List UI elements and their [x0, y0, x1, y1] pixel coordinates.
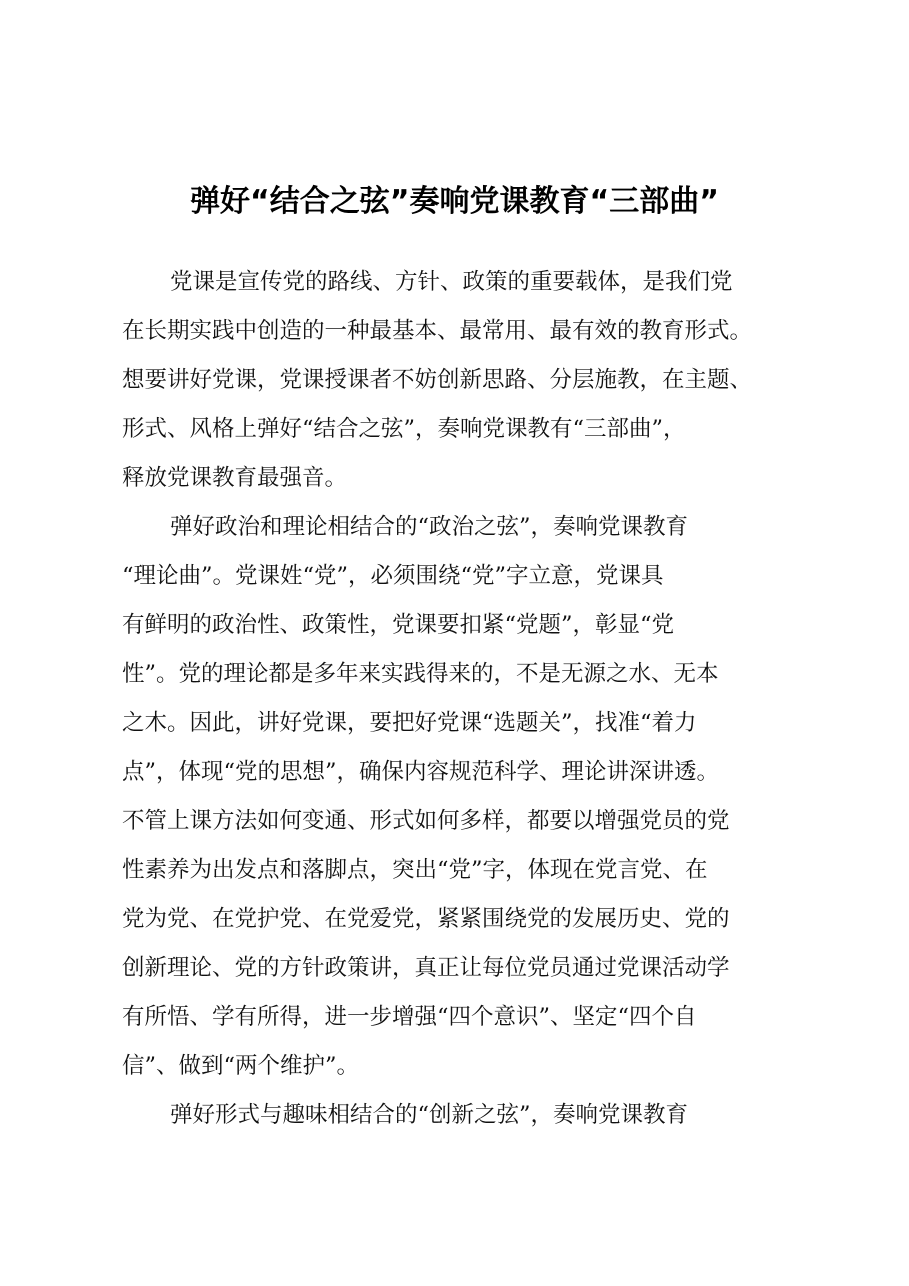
paragraph-3 — [122, 1091, 822, 1140]
paragraph-line: 释放党课教育最强音。 — [122, 465, 348, 491]
paragraph-line: “理论曲”。党课姓“党”，必须围绕“党”字立意，党课具 — [122, 563, 664, 589]
paragraph-line: 性素养为出发点和落脚点，突出“党”字，体现在党言党、在 — [122, 857, 708, 883]
paragraph-line: 不管上课方法如何变通、形式如何多样，都要以增强党员的党 — [122, 808, 730, 834]
paragraph-line: 信”、做到“两个维护”。 — [122, 1053, 360, 1079]
paragraph-line: 党课是宣传党的路线、方针、政策的重要载体，是我们党 — [170, 269, 733, 295]
paragraph-line: 性”。党的理论都是多年来实践得来的，不是无源之水、无本 — [122, 661, 719, 687]
paragraph-line: 想要讲好党课，党课授课者不妨创新思路、分层施教，在主题、 — [122, 367, 753, 393]
paragraph-line: 有所悟、学有所得，进一步增强“四个意识”、坚定“四个自 — [122, 1004, 697, 1030]
paragraph-line: 弹好形式与趣味相结合的“创新之弦”，奏响党课教育 — [170, 1102, 689, 1128]
document-body — [122, 258, 822, 1140]
paragraph-line: 党为党、在党护党、在党爱党，紧紧围绕党的发展历史、党的 — [122, 906, 730, 932]
paragraph-line: 之木。因此，讲好党课，要把好党课“选题关”，找准“着力 — [122, 710, 697, 736]
paragraph-line: 有鲜明的政治性、政策性，党课要扣紧“党题”，彰显“党 — [122, 612, 675, 638]
paragraph-line: 点”，体现“党的思想”，确保内容规范科学、理论讲深讲透。 — [122, 759, 720, 785]
paragraph-line: 创新理论、党的方针政策讲，真正让每位党员通过党课活动学 — [122, 955, 730, 981]
paragraph-line: 弹好政治和理论相结合的“政治之弦”，奏响党课教育 — [170, 514, 689, 540]
document-title: 弹好“结合之弦”奏响党课教育“三部曲” — [190, 184, 719, 219]
paragraph-line: 形式、风格上弹好“结合之弦”，奏响党课教有“三部曲”， — [122, 416, 686, 442]
paragraph-2 — [122, 503, 822, 1091]
paragraph-1 — [122, 258, 822, 503]
paragraph-line: 在长期实践中创造的一种最基本、最常用、最有效的教育形式。 — [122, 318, 753, 344]
